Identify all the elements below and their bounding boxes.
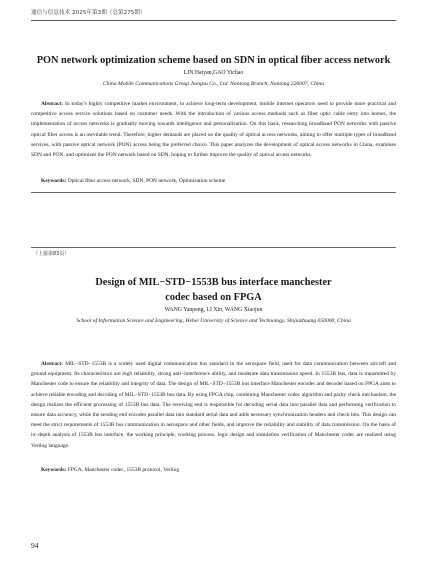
article1-affiliation: China Mobile Communications Group Jiangsu Co., Ltd. Nantong Branch, Nantong 226007, China	[102, 81, 325, 87]
article2-affiliation: School of Information Science and Engineering, Hebei University of Science and Technology, Shijiazhuang 050000, China	[76, 318, 351, 324]
article2-abstract-label: Abstract:	[41, 361, 64, 367]
article2-abstract	[31, 359, 396, 451]
article1-keywords	[41, 178, 396, 184]
article1-abstract	[31, 99, 396, 160]
article1-authors: LIN Haiyan,GAO Yichao	[183, 70, 244, 76]
article2-authors: WANG Yanpeng, LI Xin, WANG Xiaojun	[164, 307, 263, 313]
header-divider	[31, 20, 396, 21]
article2-title-line2: codec based on FPGA	[165, 291, 262, 303]
article1-abstract-text: In today's highly competitive market environment, to achieve long-term development, mobile internet operators need to provide more practical and competitive access service solutions based on customer needs. With the introduction of various access methods such as fiber optic cable entry into homes, the implementation of access networks is gradually moving towards intelligence and personalization. On this basis, researching broadband PON networks with passive optical fiber access is an inevitable trend. Therefore, higher demands are placed on the quality of optical access networks, aiming to offer multiple types of broadband services, with passive optical network (PON) access being the preferred choice. This paper analyzes the development of optical access networks in China, examines SDN and PON, and optimizes the PON network based on SDN, hoping to further improve the quality of optical access networks.	[31, 101, 396, 159]
article1-abstract-label: Abstract:	[41, 101, 64, 107]
article2-keywords-text: FPGA, Manchester codec, 1553B protocol, Verilog	[67, 467, 180, 473]
section-divider	[31, 192, 396, 193]
article1-keywords-label: Keywords:	[41, 178, 67, 184]
article2-title	[31, 276, 396, 305]
article2-abstract-text: MIL−STD−1553B is a widely used digital communication bus standard in the aerospace field, used for data communication between aircraft and ground equipment. Its characteristics are high reliability, strong anti−interference ability, and moderate data transmission speed. In 1553B bus, data is transmitted by Manchester code to ensure the reliability and integrity of data. The design of MIL−STD−1553B bus interface Manchester encoder and decoder based on FPGA aims to achieve reliable encoding and decoding of MIL−STD−1553B bus data. By using FPGA chip, combining Manchester codec algorithm and parity check mechanism, the design realizes the efficient processing of 1553B bus data. The receiving end is responsible for decoding serial data into parallel data and performing verification to ensure data accuracy, while the sending end encodes parallel data into standard serial data and adds necessary synchronization headers and check bits. This design can meet the strict requirements of 1553B bus communication in aerospace and other fields, and improve the reliability and stability of data transmission. On the basis of in−depth analysis of 1553B bus interface, the working principle, working process, logic design and simulation verification of Manchester codec are realized using Verilog language.	[31, 361, 396, 449]
article2-title-line1: Design of MIL−STD−1553B bus interface manchester	[95, 277, 332, 288]
article2-keywords	[41, 467, 396, 473]
article1-keywords-text: Optical fiber access network, SDN, PON network, Optimization scheme	[67, 178, 226, 184]
continuation-note: （上接第83页）	[33, 251, 70, 257]
article1-title: PON network optimization scheme based on SDN in optical fiber access network	[36, 55, 391, 66]
page-number: 94	[31, 541, 39, 550]
running-head: 通信与信息技术 2025年第3期（总第275期）	[31, 10, 146, 16]
section-divider	[31, 247, 396, 248]
article2-keywords-label: Keywords:	[41, 467, 67, 473]
